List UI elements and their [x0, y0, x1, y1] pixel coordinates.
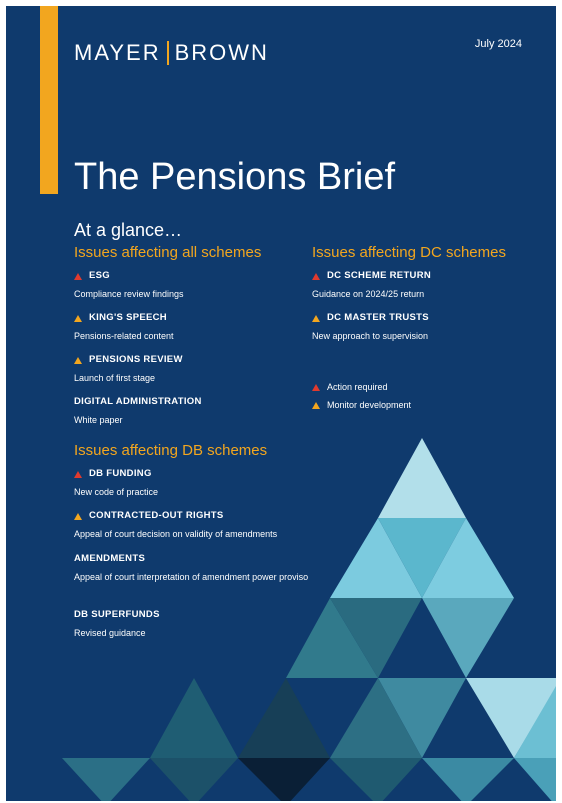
issue-date: July 2024	[474, 38, 522, 50]
triangle-decor	[150, 758, 238, 801]
monitor-development-icon	[74, 513, 82, 520]
issue-description: White paper	[74, 415, 123, 425]
action-required-icon	[74, 273, 82, 280]
issue-item-esg[interactable]	[74, 270, 314, 301]
triangle-decor	[238, 678, 330, 758]
triangle-decor	[62, 758, 150, 801]
issue-label: DC SCHEME RETURN	[327, 270, 432, 281]
triangle-decor	[514, 758, 556, 801]
issue-item-digital-administration[interactable]	[74, 396, 314, 427]
issue-description: New code of practice	[74, 487, 159, 497]
triangle-decor	[422, 758, 514, 801]
section-title-all-schemes: Issues affecting all schemes	[74, 244, 262, 261]
brand-logo	[74, 38, 269, 68]
issue-description: Revised guidance	[74, 628, 146, 638]
legend-monitor-development: Monitor development	[327, 400, 412, 410]
issue-description: Appeal of court decision on validity of amendments	[74, 529, 278, 539]
triangle-decor	[378, 438, 466, 518]
issue-item-dc-scheme-return[interactable]	[312, 270, 552, 301]
monitor-development-icon	[74, 357, 82, 364]
issue-label: DB SUPERFUNDS	[74, 609, 160, 620]
issue-description: Compliance review findings	[74, 289, 184, 299]
issue-item-db-superfunds[interactable]	[74, 609, 314, 640]
accent-bar	[40, 6, 58, 194]
action-required-icon	[312, 273, 320, 280]
issue-label: DB FUNDING	[89, 468, 152, 479]
issue-item-pensions-review[interactable]	[74, 354, 314, 385]
issue-label: KING'S SPEECH	[89, 312, 167, 323]
monitor-development-icon	[312, 315, 320, 322]
section-title-db-schemes: Issues affecting DB schemes	[74, 442, 268, 459]
issue-label: DIGITAL ADMINISTRATION	[74, 396, 202, 407]
brand-name-first: MAYER	[74, 40, 161, 65]
monitor-development-icon	[74, 315, 82, 322]
issue-label: PENSIONS REVIEW	[89, 354, 183, 365]
issue-label: DC MASTER TRUSTS	[327, 312, 429, 323]
page-subtitle: At a glance…	[74, 220, 183, 240]
issue-label: AMENDMENTS	[74, 553, 146, 564]
issue-item-amendments[interactable]	[74, 553, 310, 584]
action-required-icon	[74, 471, 82, 478]
triangle-decor	[330, 758, 422, 801]
issue-description: Guidance on 2024/25 return	[312, 289, 425, 299]
triangle-decor	[150, 678, 238, 758]
issue-item-dc-master-trusts[interactable]	[312, 312, 552, 343]
issue-description: New approach to supervision	[312, 331, 429, 341]
issue-description: Appeal of court interpretation of amendment power proviso	[74, 572, 309, 582]
issue-label: CONTRACTED-OUT RIGHTS	[89, 510, 224, 521]
issue-item-contracted-out-rights[interactable]	[74, 510, 324, 541]
page-title: The Pensions Brief	[74, 156, 396, 198]
issue-description: Pensions-related content	[74, 331, 174, 341]
triangle-decor	[238, 758, 330, 801]
issue-label: ESG	[89, 270, 110, 281]
action-required-icon	[312, 384, 320, 391]
issue-item-db-funding[interactable]	[74, 468, 314, 499]
triangle-decor	[422, 598, 514, 678]
issue-description: Launch of first stage	[74, 373, 156, 383]
status-legend	[312, 378, 411, 414]
brand-name-second: BROWN	[174, 40, 269, 65]
section-title-dc-schemes: Issues affecting DC schemes	[312, 244, 506, 261]
cover	[6, 6, 556, 801]
brand-divider	[167, 41, 169, 65]
monitor-development-icon	[312, 402, 320, 409]
issue-item-kings-speech[interactable]	[74, 312, 314, 343]
legend-action-required: Action required	[327, 382, 388, 392]
